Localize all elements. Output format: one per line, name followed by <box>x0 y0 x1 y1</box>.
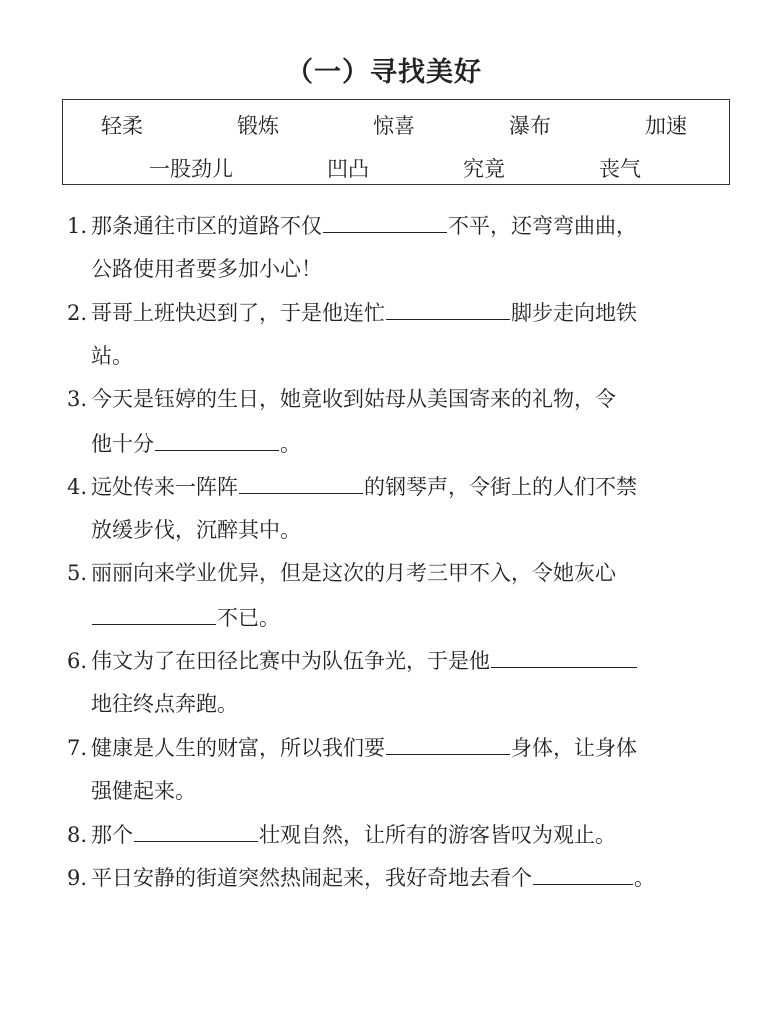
question-8 <box>67 819 616 850</box>
question-text: 。 <box>280 432 301 456</box>
word-bank-item: 凹凸 <box>327 157 369 181</box>
answer-blank[interactable] <box>239 471 363 494</box>
question-3-continued <box>91 428 301 459</box>
word-bank-item: 丧气 <box>599 157 641 181</box>
question-number: 9. <box>67 866 88 890</box>
answer-blank[interactable] <box>386 297 510 320</box>
question-text: 远处传来一阵阵 <box>91 475 238 499</box>
question-text: 那条通往市区的道路不仅 <box>91 214 322 238</box>
question-text: 平日安静的街道突然热闹起来，我好奇地去看个 <box>91 866 532 890</box>
question-number: 3. <box>67 387 88 411</box>
answer-blank[interactable] <box>134 819 258 842</box>
question-text: 丽丽向来学业优异，但是这次的月考三甲不入，令她灰心 <box>91 561 616 585</box>
question-text: 他十分 <box>91 432 154 456</box>
question-text: 今天是钰婷的生日，她竟收到姑母从美国寄来的礼物，令 <box>91 387 616 411</box>
question-6-continued: 地往终点奔跑。 <box>91 692 238 716</box>
question-2 <box>67 297 637 328</box>
question-1 <box>67 210 637 241</box>
question-text: 不平，还弯弯曲曲， <box>448 214 637 238</box>
answer-blank[interactable] <box>533 862 633 885</box>
question-4 <box>67 471 637 502</box>
word-bank-item: 一股劲儿 <box>149 157 233 181</box>
question-text: 哥哥上班快迟到了，于是他连忙 <box>91 301 385 325</box>
word-bank-item: 究竟 <box>463 157 505 181</box>
answer-blank[interactable] <box>155 428 279 451</box>
question-9 <box>67 862 655 893</box>
question-text: 。 <box>634 866 655 890</box>
question-5-continued <box>91 602 280 633</box>
answer-blank[interactable] <box>92 602 216 625</box>
question-1-continued: 公路使用者要多加小心！ <box>91 257 322 281</box>
question-text: 壮观自然，让所有的游客皆叹为观止。 <box>259 823 616 847</box>
question-text: 不已。 <box>217 606 280 630</box>
word-bank-item: 瀑布 <box>509 114 551 138</box>
word-bank-item: 轻柔 <box>101 114 143 138</box>
question-7 <box>67 732 637 763</box>
question-5 <box>67 558 616 588</box>
word-bank-item: 锻炼 <box>237 114 279 138</box>
word-bank-item: 惊喜 <box>373 114 415 138</box>
question-text: 健康是人生的财富，所以我们要 <box>91 736 385 760</box>
question-number: 7. <box>67 736 88 760</box>
question-7-continued: 强健起来。 <box>91 779 196 803</box>
question-4-continued: 放缓步伐，沉醉其中。 <box>91 518 301 542</box>
word-bank-item: 加速 <box>645 114 687 138</box>
question-text: 身体，让身体 <box>511 736 637 760</box>
question-number: 4. <box>67 475 88 499</box>
question-number: 8. <box>67 823 88 847</box>
question-2-continued: 站。 <box>91 344 133 368</box>
question-text: 脚步走向地铁 <box>511 301 637 325</box>
question-text: 伟文为了在田径比赛中为队伍争光，于是他 <box>91 649 490 673</box>
question-number: 1. <box>67 214 88 238</box>
page-title: （一）寻找美好 <box>286 57 482 88</box>
question-text: 的钢琴声，令街上的人们不禁 <box>364 475 637 499</box>
answer-blank[interactable] <box>491 645 637 668</box>
word-bank <box>62 99 730 185</box>
question-text: 那个 <box>91 823 133 847</box>
question-3 <box>67 384 616 414</box>
answer-blank[interactable] <box>323 210 447 233</box>
question-number: 5. <box>67 561 88 585</box>
question-6 <box>67 645 638 676</box>
question-number: 2. <box>67 301 88 325</box>
question-number: 6. <box>67 649 88 673</box>
answer-blank[interactable] <box>386 732 510 755</box>
